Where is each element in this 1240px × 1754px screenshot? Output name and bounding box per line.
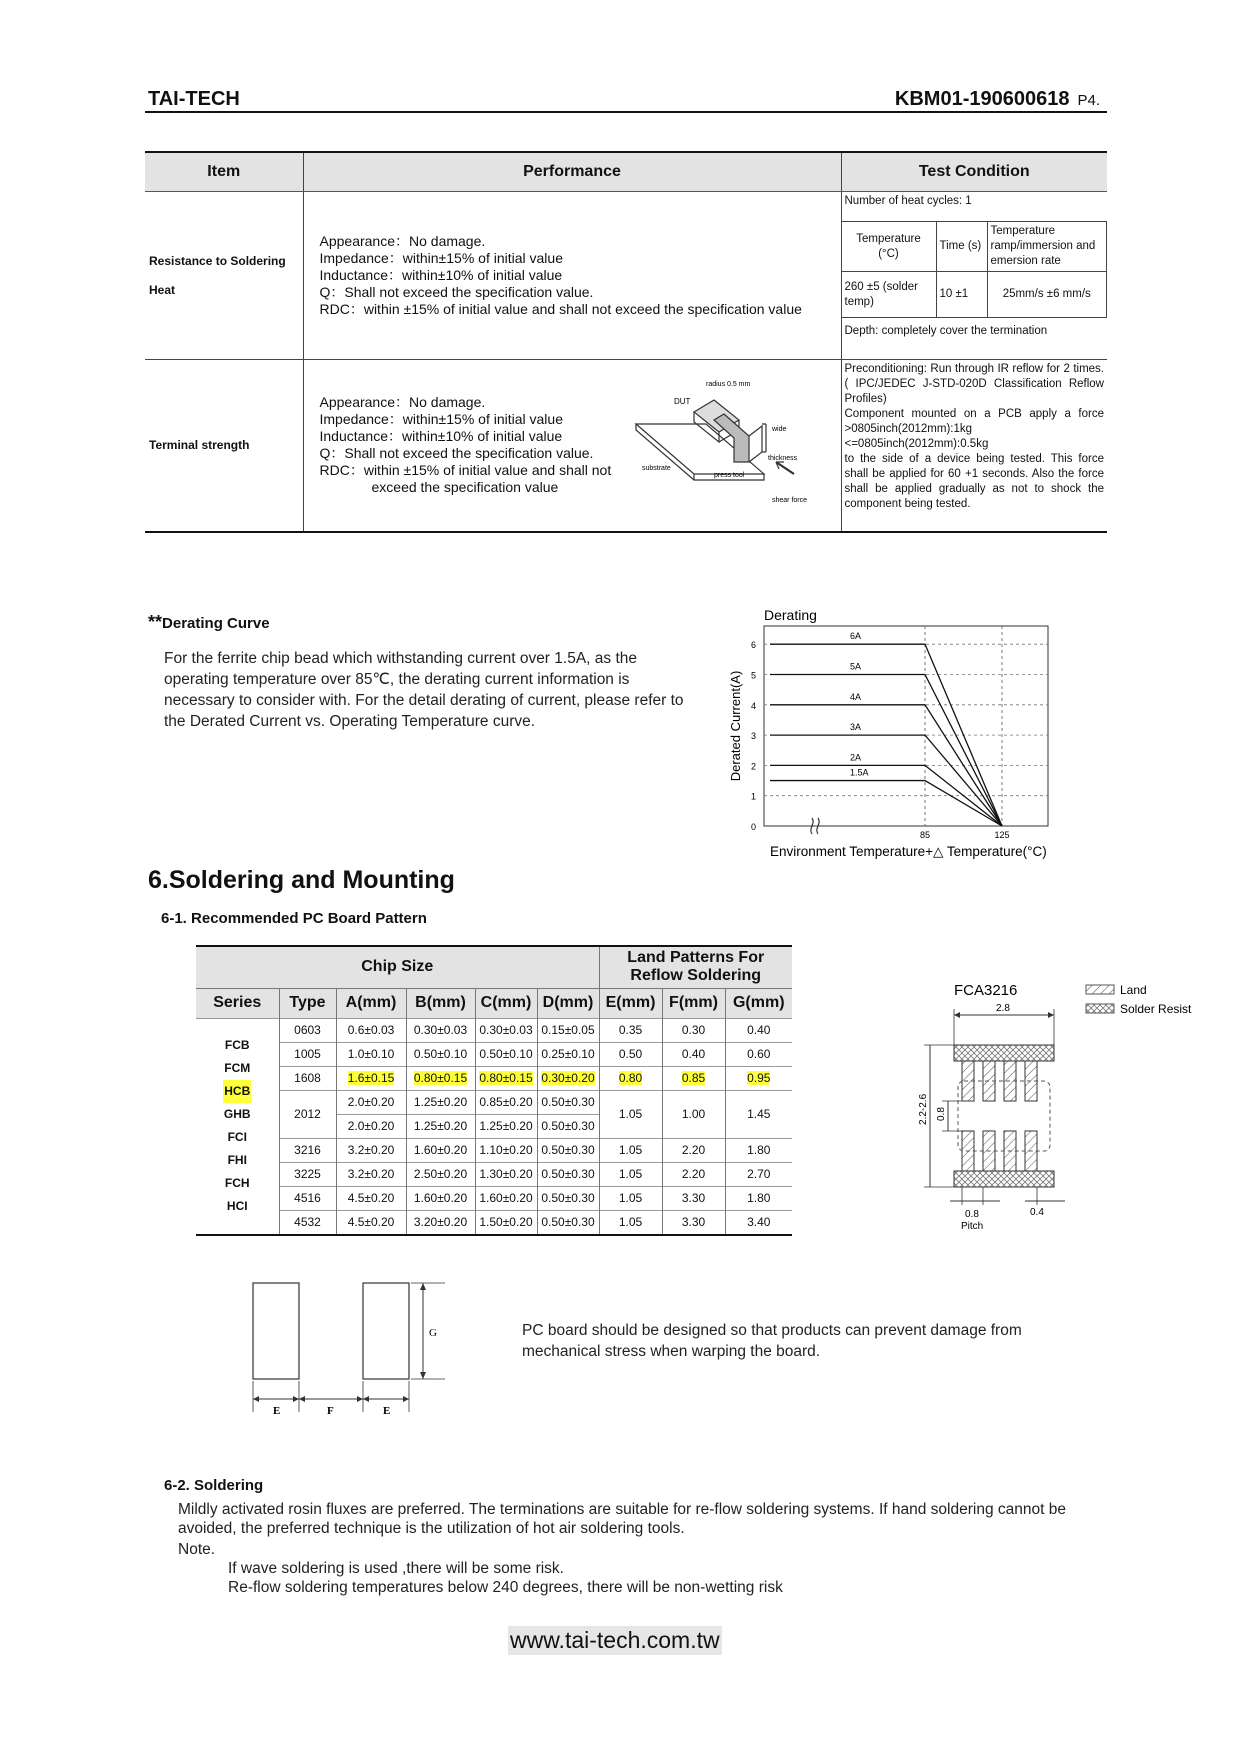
land-right [363,1283,409,1379]
y-tick-label: 6 [750,640,756,651]
svg-text:G: G [429,1327,437,1339]
table-row: 1005 1.0±0.10 0.50±0.10 0.50±0.10 0.25±0.10 0.50 0.40 0.60 [196,1042,792,1066]
heat-cycle-table: Temperature (°C) Time (s) Temperature ramp/immersion and emersion rate 260 ±5 (solder temp) 10 ±1 25mm/s ±6 mm/s [842,221,1108,318]
col-item: Item [145,152,303,192]
col-f: F(mm) [662,988,725,1018]
svg-text:0.8: 0.8 [965,1209,979,1220]
svg-text:shear force: shear force [771,497,807,504]
test-terminal-strength: Preconditioning: Run through IR reflow for 2 times.( IPC/JEDEC J-STD-020D Classification Reflow Profiles) Component mounted on a PCB apply a force >0805inch(2012mm):1kg <=0805inch(2012mm):0.5kg to the side of a device being tested. This force shall be applied for 60 +1 seconds. Also the force shall be applied gradually as not to shock the component being tested. [841,360,1107,532]
note-wave: If wave soldering is used ,there will be some risk. [228,1560,564,1577]
legend-land: Land [1120,983,1147,997]
table-row: FCB FCM HCB GHB FCI FHI FCH HCI 0603 0.6±0.03 0.30±0.03 0.30±0.03 0.15±0.05 0.35 0.30 0.40 [196,1018,792,1042]
table-row: 3225 3.2±0.20 2.50±0.20 1.30±0.20 0.50±0.30 1.05 2.20 2.70 [196,1162,792,1186]
legend-resist-swatch [1086,1004,1114,1013]
col-a: A(mm) [336,988,406,1018]
series-label: 6A [850,631,862,642]
col-b: B(mm) [406,988,475,1018]
svg-text:0.8: 0.8 [936,1107,947,1121]
pcb-note: PC board should be designed so that products can prevent damage from mechanical stress when warping the board. [522,1322,1022,1360]
test-resistance-soldering: Number of heat cycles: 1 Temperature (°C) Time (s) Temperature ramp/immersion and emersion rate 260 ±5 (solder temp) 10 ±1 25mm/s ±6 mm/s Depth: completely cover the termination [841,192,1107,360]
table-row-highlighted: 1608 1.6±0.15 0.80±0.15 0.80±0.15 0.30±0.20 0.80 0.85 0.95 [196,1066,792,1090]
svg-text:F: F [327,1405,334,1415]
soldering-text: Mildly activated rosin fluxes are preferred. The terminations are suitable for re-flow soldering systems. If hand soldering cannot be avoided, the preferred technique is the utilization of hot air soldering tools. [178,1501,1066,1537]
col-type: Type [279,988,336,1018]
svg-text:wide: wide [771,426,786,433]
subsection-soldering: 6-2. Soldering [164,1477,264,1494]
series-label: 1.5A [850,767,869,778]
resist-bottom [954,1171,1054,1187]
footer-url[interactable]: www.tai-tech.com.tw [510,1627,720,1653]
chip-size-table [196,945,792,1236]
item-terminal-strength: Terminal strength [145,360,303,532]
table-row: 3216 3.2±0.20 1.60±0.20 1.10±0.20 0.50±0.30 1.05 2.20 1.80 [196,1138,792,1162]
fca3216-diagram [890,975,1220,1255]
svg-text:radius 0.5 mm: radius 0.5 mm [705,381,750,388]
y-tick-label: 3 [750,731,756,742]
header-rule [145,111,1107,113]
col-e: E(mm) [599,988,662,1018]
svg-text:substrate: substrate [641,465,671,472]
land-left [253,1283,299,1379]
document-number [895,88,1100,111]
table-row: 2012 2.0±0.20 1.25±0.20 0.85±0.20 0.50±0.30 1.05 1.00 1.45 [196,1090,792,1114]
performance-terminal-strength: Appearance：No damage. Impedance：within±15% of initial value Inductance：within±10% of initial value Q：Shall not exceed the specification value. RDC：within ±15% of initial value and shall not exceed the specification value radius 0.5 mm DUT wide thickness substrate press tool shear force [303,360,841,532]
series-label: 3A [850,722,862,733]
col-g: G(mm) [725,988,792,1018]
derating-description: For the ferrite chip bead which withstanding current over 1.5A, as the operating temperature over 85℃, the derating current information is necessary to consider with. For the detail derating of current, please refer to the Derated Current vs. Operating Temperature curve. [164,650,684,730]
y-tick-label: 1 [750,791,756,802]
table-row: 4516 4.5±0.20 1.60±0.20 1.60±0.20 0.50±0.30 1.05 3.30 1.80 [196,1186,792,1210]
x-tick-label: 125 [994,830,1010,840]
svg-text:press tool: press tool [713,472,744,479]
resist-top [954,1045,1054,1061]
legend-resist: Solder Resist [1120,1002,1192,1016]
svg-text:2.2-2.6: 2.2-2.6 [918,1093,929,1125]
doc-no: KBM01-190600618 [894,88,1070,110]
col-performance: Performance [303,152,841,192]
group-land-patterns: Land Patterns For Reflow Soldering [599,946,792,988]
svg-text:Pitch: Pitch [961,1221,984,1232]
series-label: 4A [850,691,862,702]
y-tick-label: 5 [750,670,756,681]
y-tick-label: 0 [750,822,756,832]
page-number: P4. [1077,92,1100,109]
section-title: 6.Soldering and Mounting [148,866,455,894]
table-row: 2.0±0.20 1.25±0.20 1.25±0.20 0.50±0.30 [196,1114,792,1138]
performance-table [145,151,1107,533]
svg-text:E: E [383,1405,391,1415]
col-d: D(mm) [537,988,599,1018]
performance-resistance-soldering: Appearance：No damage. Impedance：within±15% of initial value Inductance：within±10% of initial value Q：Shall not exceed the specification value. RDC：within ±15% of initial value and shall not exceed the specification value [303,192,841,360]
y-tick-label: 4 [750,700,756,711]
table-row: 4532 4.5±0.20 3.20±0.20 1.50±0.20 0.50±0.30 1.05 3.30 3.40 [196,1210,792,1235]
series-label: 5A [850,661,862,672]
y-tick-label: 2 [750,761,756,772]
fca-title: FCA3216 [954,982,1018,999]
group-chip-size: Chip Size [196,946,599,988]
subsection-pcb-pattern: 6-1. Recommended PC Board Pattern [161,910,427,927]
derating-title: **Derating Curve [148,612,270,632]
svg-text:DUT: DUT [673,397,690,406]
item-resistance-soldering: Resistance to Soldering Heat [145,192,303,360]
legend-land-swatch [1086,985,1114,994]
land-pads [962,1061,1037,1171]
x-tick-label: 85 [919,830,931,840]
col-test-condition: Test Condition [841,152,1107,192]
note-reflow: Re-flow soldering temperatures below 240 degrees, there will be non-wetting risk [228,1579,783,1596]
series-line-5A [770,674,1002,826]
series-list: FCB FCM HCB GHB FCI FHI FCH HCI [196,1018,279,1235]
land-dimension-diagram [245,1280,455,1415]
col-c: C(mm) [475,988,537,1018]
svg-text:2.8: 2.8 [996,1003,1010,1014]
x-axis-label: Environment Temperature+△ Temperature(°C) [770,844,1047,859]
col-series: Series [196,988,279,1018]
note-label: Note. [178,1541,216,1558]
series-line-1.5A [770,781,1002,826]
chart-title: Derating [764,607,817,623]
y-axis-label: Derated Current(A) [728,670,743,782]
derating-chart [720,602,1070,864]
shear-test-diagram [634,374,819,514]
company-name: TAI-TECH [148,88,240,110]
svg-text:0.4: 0.4 [1030,1207,1044,1218]
svg-text:E: E [273,1405,281,1415]
svg-text:thickness: thickness [767,455,797,462]
series-label: 2A [850,752,862,763]
